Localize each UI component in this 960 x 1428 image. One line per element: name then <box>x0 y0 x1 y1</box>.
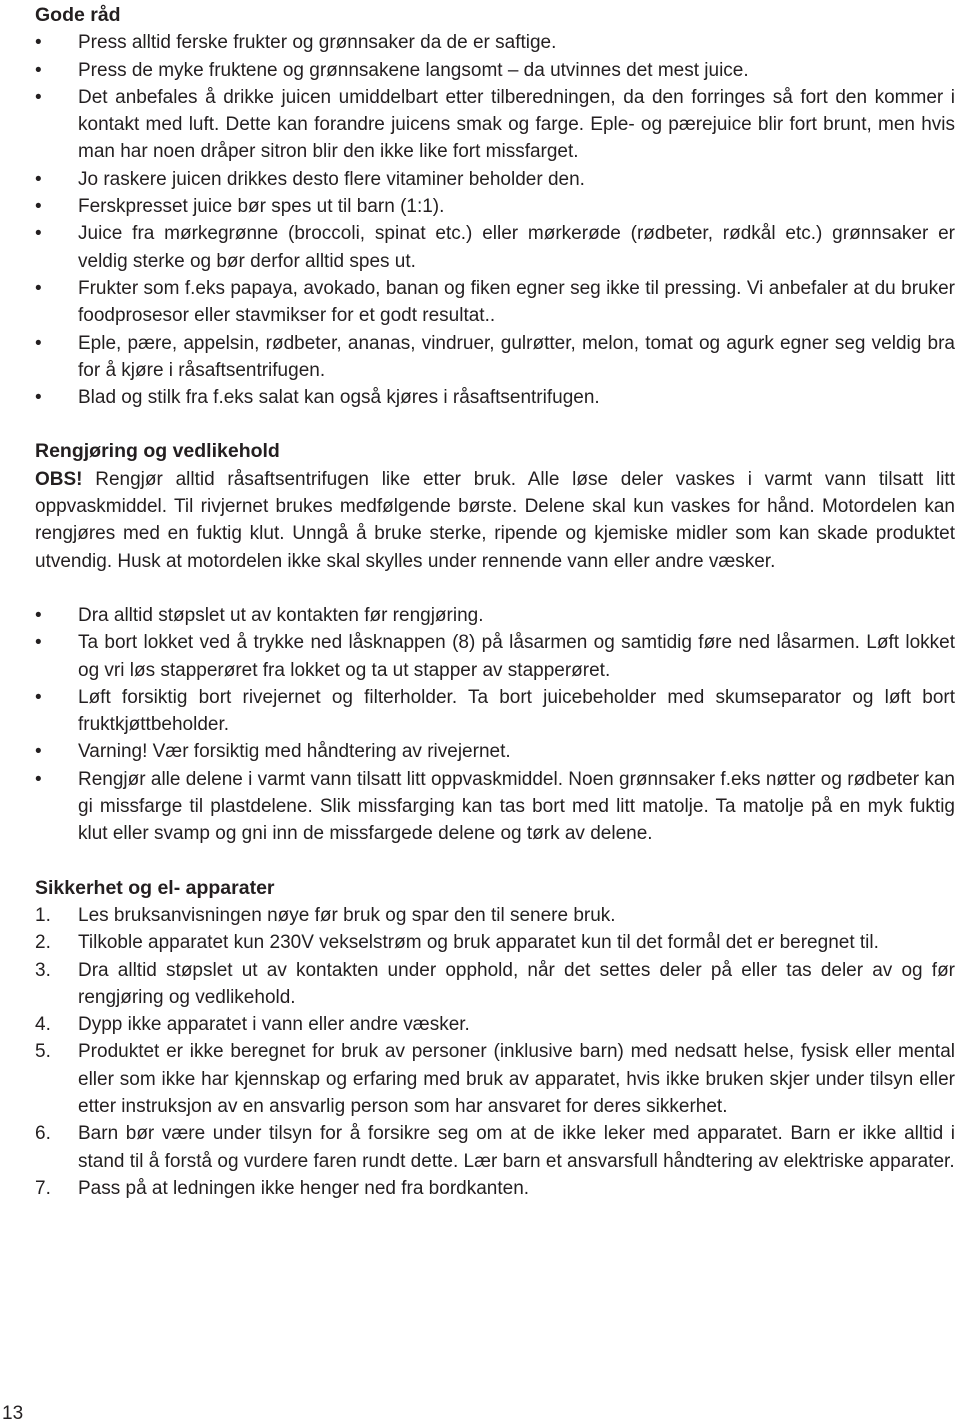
list-item-text: Ta bort lokket ved å trykke ned låsknappen (8) på låsarmen og samtidig føre ned låsarmen. Løft lokket og vri løs stapperøret fra lokket og ta ut stapper av stapperøret. <box>78 632 955 681</box>
item-text: Dypp ikke apparatet i vann eller andre væsker. <box>78 1014 470 1036</box>
list-item-text: Blad og stilk fra f.eks salat kan også kjøres i råsaftsentrifugen. <box>78 387 600 409</box>
list-item-text: Løft forsiktig bort rivejernet og filterholder. Ta bort juicebeholder med skumseparator og løft bort fruktkjøttbeholder. <box>78 686 955 736</box>
item-text: Barn bør være under tilsyn for å forsikre seg om at de ikke leker med apparatet. Barn er ikke alltid i stand til å forstå og vurdere faren rundt dette. Lær barn et ansvarsfull håndtering av elektriske apparater. <box>78 1123 955 1172</box>
list-item <box>35 29 955 56</box>
list-item <box>35 220 955 275</box>
list-item-text: Det anbefales å drikke juicen umiddelbart etter tilberedningen, da den forringes så fort den kommer i kontakt med luft. Dette kan forandre juicens smak og farge. Eple- og pærejuice blir fort brunt, men hvis man har noen dråper sitron blir den ikke like fort missfarget. <box>78 86 955 163</box>
item-number: 5. <box>35 1041 51 1063</box>
item-number: 6. <box>35 1123 51 1145</box>
document-page <box>35 2 955 1202</box>
numbered-item <box>35 1120 955 1175</box>
list-item-text: Press de myke fruktene og grønnsakene langsomt – da utvinnes det mest juice. <box>78 59 749 81</box>
item-text: Pass på at ledningen ikke henger ned fra bordkanten. <box>78 1177 530 1199</box>
list-item <box>35 330 955 385</box>
list-item-text: Press alltid ferske frukter og grønnsaker da de er saftige. <box>78 32 557 54</box>
list-item <box>35 629 955 684</box>
tips-heading: Gode råd <box>35 4 121 26</box>
tips-list <box>35 29 955 411</box>
list-item <box>35 684 955 739</box>
item-number: 1. <box>35 904 51 926</box>
bullet-icon: • <box>35 387 42 409</box>
section-spacer <box>35 848 955 875</box>
bullet-icon: • <box>35 59 42 81</box>
bullet-icon: • <box>35 277 42 299</box>
list-item <box>35 275 955 330</box>
cleaning-paragraph-text: Rengjør alltid råsaftsentrifugen like etter bruk. Alle løse deler vaskes i varmt vann tilsatt litt oppvaskmiddel. Til rivjernet brukes medfølgende børste. Delene skal kun vaskes for hånd. Motordelen kan rengjøres med en fuktig klut. Unngå å bruke sterke, ripende og kjemiske midler som kan skade produktet utvendig. Husk at motordelen ikke skal skylles under rennende vann eller andre væsker. <box>35 468 955 572</box>
numbered-item <box>35 902 955 929</box>
list-item <box>35 738 955 765</box>
bullet-icon: • <box>35 86 42 108</box>
bullet-icon: • <box>35 223 42 245</box>
list-item-text: Juice fra mørkegrønne (broccoli, spinat etc.) eller mørkerøde (rødbeter, rødkål etc.) grønnsaker er veldig sterke og bør derfor alltid spes ut. <box>78 223 955 272</box>
list-item <box>35 84 955 166</box>
bullet-icon: • <box>35 768 42 790</box>
list-item <box>35 166 955 193</box>
item-number: 3. <box>35 959 51 981</box>
page-number: 13 <box>2 1403 24 1424</box>
list-item <box>35 384 955 411</box>
item-text: Produktet er ikke beregnet for bruk av personer (inklusive barn) med nedsatt helse, fysisk eller mental eller som ikke har kjennskap og erfaring med bruk av apparatet, hvis ikke bruken skjer under tilsyn eller etter instruksjon av en ansvarlig person som har ansvaret for deres sikkerhet. <box>78 1041 955 1117</box>
list-item-text: Jo raskere juicen drikkes desto flere vitaminer beholder den. <box>78 168 585 190</box>
item-text: Dra alltid støpslet ut av kontakten under opphold, når det settes deler på eller tas deler av og før rengjøring og vedlikehold. <box>78 959 955 1008</box>
list-item <box>35 602 955 629</box>
bullet-icon: • <box>35 196 42 218</box>
item-number: 4. <box>35 1014 51 1036</box>
list-item-text: Dra alltid støpslet ut av kontakten før rengjøring. <box>78 604 484 626</box>
bullet-icon: • <box>35 32 42 54</box>
list-item-text: Varning! Vær forsiktig med håndtering av rivejernet. <box>78 741 511 763</box>
numbered-item <box>35 929 955 956</box>
numbered-item <box>35 1011 955 1038</box>
list-item-text: Ferskpresset juice bør spes ut til barn (1:1). <box>78 196 445 218</box>
bullet-icon: • <box>35 332 42 354</box>
bullet-icon: • <box>35 168 42 190</box>
list-item <box>35 766 955 848</box>
cleaning-paragraph <box>35 466 955 575</box>
item-number: 2. <box>35 932 51 954</box>
section-spacer <box>35 411 955 438</box>
numbered-item <box>35 957 955 1012</box>
list-item-text: Rengjør alle delene i varmt vann tilsatt litt oppvaskmiddel. Noen grønnsaker f.eks nøtter og rødbeter kan gi missfarge til plastdelene. Slik missfarging kan tas bort med litt matolje. Ta matolje på en myk fuktig klut eller svamp og gni inn de missfargede delene og tørk av delene. <box>78 768 955 845</box>
bullet-icon: • <box>35 604 42 626</box>
safety-heading: Sikkerhet og el- apparater <box>35 876 275 899</box>
item-number: 7. <box>35 1177 51 1199</box>
numbered-item <box>35 1175 955 1202</box>
bullet-icon: • <box>35 741 42 763</box>
bullet-icon: • <box>35 632 42 654</box>
list-item-text: Eple, pære, appelsin, rødbeter, ananas, vindruer, gulrøtter, melon, tomat og agurk egner seg veldig bra for å kjøre i råsaftsentrifugen. <box>78 332 955 381</box>
numbered-item <box>35 1038 955 1120</box>
item-text: Tilkoble apparatet kun 230V vekselstrøm og bruk apparatet kun til det formål det er beregnet til. <box>78 932 879 954</box>
list-item-text: Frukter som f.eks papaya, avokado, banan og fiken egner seg ikke til pressing. Vi anbefaler at du bruker foodprosesor eller stavmikser for et godt resultat.. <box>78 277 955 327</box>
cleaning-list <box>35 602 955 848</box>
list-item <box>35 57 955 84</box>
obs-label: OBS! <box>35 468 83 490</box>
list-item <box>35 193 955 220</box>
safety-list <box>35 902 955 1202</box>
item-text: Les bruksanvisningen nøye før bruk og spar den til senere bruk. <box>78 904 616 926</box>
bullet-icon: • <box>35 686 42 708</box>
section-spacer <box>35 575 955 602</box>
cleaning-heading: Rengjøring og vedlikehold <box>35 440 280 463</box>
